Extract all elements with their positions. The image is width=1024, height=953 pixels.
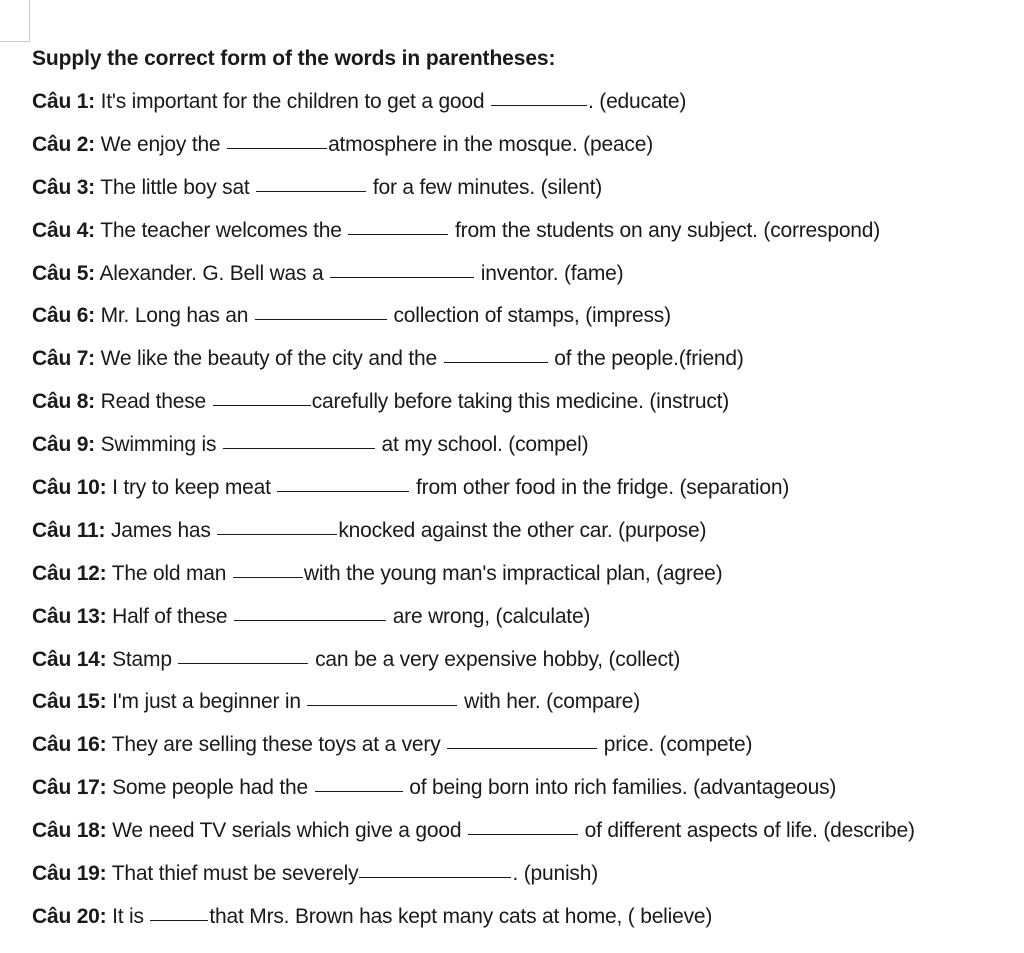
question-text-before: The teacher welcomes the bbox=[100, 218, 342, 242]
answer-blank[interactable] bbox=[468, 833, 578, 835]
question-label: Câu 11: bbox=[32, 518, 106, 542]
question-label: Câu 19: bbox=[32, 862, 107, 886]
question-text-after: of being born into rich families. (advantageous) bbox=[403, 776, 837, 800]
answer-blank[interactable] bbox=[307, 704, 457, 706]
question-label: Câu 5: bbox=[32, 261, 95, 285]
question-label: Câu 13: bbox=[32, 604, 107, 628]
question-text-after: inventor. (fame) bbox=[475, 261, 624, 285]
answer-blank[interactable] bbox=[255, 318, 387, 320]
question-6 bbox=[32, 301, 1022, 331]
answer-blank[interactable] bbox=[150, 919, 208, 921]
question-4 bbox=[32, 216, 1022, 246]
question-text-before: Mr. Long has an bbox=[100, 304, 249, 328]
question-text-before: I'm just a beginner in bbox=[112, 690, 301, 714]
answer-blank[interactable] bbox=[348, 233, 448, 235]
question-text-after: are wrong, (calculate) bbox=[387, 604, 591, 628]
question-2 bbox=[32, 130, 1022, 160]
question-text-before: That thief must be severely bbox=[111, 862, 359, 886]
question-text-before: We like the beauty of the city and the bbox=[100, 347, 438, 371]
question-text-before: James has bbox=[110, 518, 211, 542]
question-text-after: with her. (compare) bbox=[458, 690, 641, 714]
question-text-before: It is bbox=[112, 904, 144, 928]
answer-blank[interactable] bbox=[234, 619, 386, 621]
question-label: Câu 1: bbox=[32, 90, 95, 113]
question-16 bbox=[32, 730, 1022, 760]
question-19 bbox=[32, 859, 1022, 889]
question-17 bbox=[32, 773, 1022, 803]
question-15 bbox=[32, 687, 1022, 717]
question-label: Câu 3: bbox=[32, 175, 95, 199]
question-text-after: . (punish) bbox=[512, 862, 598, 886]
question-text-after: from the students on any subject. (correspond) bbox=[449, 218, 881, 242]
question-text-before: Stamp bbox=[112, 647, 172, 671]
question-label: Câu 16: bbox=[32, 733, 107, 757]
question-text-after: price. (compete) bbox=[598, 733, 753, 757]
question-text-after: of different aspects of life. (describe) bbox=[578, 819, 915, 843]
exercise-heading: Supply the correct form of the words in parentheses: bbox=[32, 47, 556, 70]
question-text-after: carefully before taking this medicine. (instruct) bbox=[311, 390, 730, 414]
question-label: Câu 15: bbox=[32, 690, 107, 714]
question-label: Câu 12: bbox=[32, 561, 107, 585]
answer-blank[interactable] bbox=[315, 790, 403, 792]
question-5 bbox=[32, 259, 1022, 289]
question-text-before: I try to keep meat bbox=[112, 476, 271, 500]
question-label: Câu 17: bbox=[32, 776, 107, 800]
answer-blank[interactable] bbox=[223, 447, 375, 449]
question-text-before: The little boy sat bbox=[100, 175, 250, 199]
question-label: Câu 7: bbox=[32, 347, 95, 371]
question-text-after: from other food in the fridge. (separation) bbox=[410, 476, 790, 500]
question-text-before: The old man bbox=[111, 561, 227, 585]
question-text-after: at my school. (compel) bbox=[375, 433, 589, 457]
page-corner-mark bbox=[0, 0, 30, 42]
question-text-after: knocked against the other car. (purpose) bbox=[338, 518, 707, 542]
question-text-after: can be a very expensive hobby, (collect) bbox=[309, 647, 681, 671]
question-text-before: Some people had the bbox=[112, 776, 308, 800]
answer-blank[interactable] bbox=[359, 876, 511, 878]
question-text-before: Swimming is bbox=[100, 433, 217, 457]
question-9 bbox=[32, 430, 1022, 460]
question-text-after: with the young man's impractical plan, (agree) bbox=[303, 561, 723, 585]
question-text-before: We need TV serials which give a good bbox=[112, 819, 462, 843]
answer-blank[interactable] bbox=[444, 361, 548, 363]
question-text-before: They are selling these toys at a very bbox=[111, 733, 441, 757]
question-text-after: collection of stamps, (impress) bbox=[387, 304, 671, 328]
question-label: Câu 2: bbox=[32, 132, 95, 156]
question-1 bbox=[32, 87, 1022, 117]
question-label: Câu 18: bbox=[32, 819, 107, 843]
answer-blank[interactable] bbox=[330, 276, 474, 278]
exercise-sheet bbox=[32, 44, 1022, 945]
question-11 bbox=[32, 516, 1022, 546]
answer-blank[interactable] bbox=[233, 576, 303, 578]
question-7 bbox=[32, 344, 1022, 374]
question-12 bbox=[32, 559, 1022, 589]
question-3 bbox=[32, 173, 1022, 203]
answer-blank[interactable] bbox=[178, 662, 308, 664]
question-13 bbox=[32, 602, 1022, 632]
question-text-before: We enjoy the bbox=[100, 132, 221, 156]
question-14 bbox=[32, 645, 1022, 675]
question-text-after: of the people.(friend) bbox=[548, 347, 744, 371]
answer-blank[interactable] bbox=[447, 747, 597, 749]
question-text-after: . (educate) bbox=[588, 90, 687, 113]
answer-blank[interactable] bbox=[256, 190, 366, 192]
question-label: Câu 8: bbox=[32, 390, 95, 414]
question-18 bbox=[32, 816, 1022, 846]
question-10 bbox=[32, 473, 1022, 503]
question-text-after: atmosphere in the mosque. (peace) bbox=[328, 132, 653, 156]
question-text-before: Half of these bbox=[112, 604, 228, 628]
question-text-after: that Mrs. Brown has kept many cats at home, ( believe) bbox=[209, 904, 713, 928]
question-label: Câu 14: bbox=[32, 647, 107, 671]
question-label: Câu 9: bbox=[32, 433, 95, 457]
question-text-before: It's important for the children to get a good bbox=[100, 90, 485, 113]
question-text-after: for a few minutes. (silent) bbox=[367, 175, 603, 199]
answer-blank[interactable] bbox=[491, 104, 587, 106]
question-text-before: Alexander. G. Bell was a bbox=[99, 261, 324, 285]
question-8 bbox=[32, 387, 1022, 417]
answer-blank[interactable] bbox=[227, 147, 327, 149]
answer-blank[interactable] bbox=[217, 533, 337, 535]
question-label: Câu 20: bbox=[32, 904, 107, 928]
question-label: Câu 10: bbox=[32, 476, 107, 500]
question-text-before: Read these bbox=[100, 390, 207, 414]
question-20 bbox=[32, 902, 1022, 932]
answer-blank[interactable] bbox=[213, 404, 311, 406]
answer-blank[interactable] bbox=[277, 490, 409, 492]
question-label: Câu 4: bbox=[32, 218, 95, 242]
question-label: Câu 6: bbox=[32, 304, 95, 328]
